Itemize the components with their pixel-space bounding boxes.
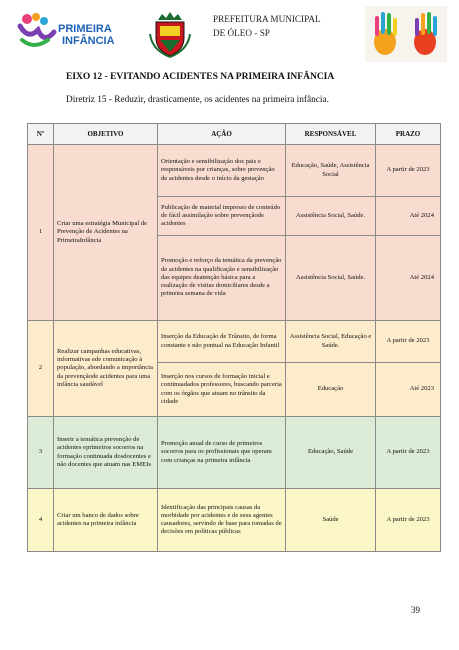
objetivo-cell: Criar uma estratégia Municipal de Prevenção de Acidentes na PrimeiraInfância [54, 145, 158, 321]
acao-cell: Inserção da Educação de Trânsito, de forma constante e não pontual na Educação Infantil [158, 321, 286, 363]
prazo-cell: Até 2024 [376, 236, 441, 321]
page-header [0, 0, 459, 70]
row-number: 4 [28, 489, 54, 552]
section-title: EIXO 12 - EVITANDO ACIDENTES NA PRIMEIRA INFÂNCIA [66, 72, 335, 82]
municipal-crest [148, 10, 192, 58]
prefeitura-line-2: DE ÓLEO - SP [213, 28, 270, 38]
page-number: 39 [411, 605, 420, 615]
header-num: Nº [28, 124, 54, 145]
prazo-cell: Até 2024 [376, 197, 441, 236]
responsavel-cell: Assistência Social, Saúde. [286, 236, 376, 321]
acao-cell: Identificação das principais causas da morbidade por acidentes e de seus agentes causadores, servindo de base para tomadas de decisões em políticas públicas [158, 489, 286, 552]
objetivo-cell: Realizar campanhas educativas, informativas ede comunicação à população, abordando a importância da prevençãode acidentes para uma infância saudável [54, 321, 158, 417]
primeira-infancia-logo [14, 10, 124, 52]
responsavel-cell: Educação, Saúde, Assistência Social [286, 145, 376, 197]
table-row [28, 489, 441, 552]
header-prazo: PRAZO [376, 124, 441, 145]
logo-infancia-text: INFÂNCIA [62, 35, 115, 47]
acao-cell: Promoção anual de curso de primeiros socorros para os profissionais que operam com crianças na primeira infância [158, 417, 286, 489]
row-number: 2 [28, 321, 54, 417]
actions-table [27, 123, 441, 552]
objetivo-cell: Criar um banco de dados sobre acidentes na primeira infância [54, 489, 158, 552]
table-row [28, 145, 441, 197]
painted-hands-image [365, 6, 447, 62]
header-objetivo: OBJETIVO [54, 124, 158, 145]
responsavel-cell: Educação [286, 363, 376, 417]
prefeitura-line-1: PREFEITURA MUNICIPAL [213, 14, 321, 24]
header-acao: AÇÃO [158, 124, 286, 145]
logo-primeira-text: PRIMEIRA [58, 23, 112, 35]
row-number: 3 [28, 417, 54, 489]
responsavel-cell: Assistência Social, Educação e Saúde. [286, 321, 376, 363]
objetivo-cell: Inserir a temática prevenção de acidentes eprimeiros socorros na formação continuada dosdocentes e não docentes que atuam nas EMEIs [54, 417, 158, 489]
acao-cell: Publicação de material impresso de conteúdo de fácil assimilação sobre prevençãode acidentes [158, 197, 286, 236]
responsavel-cell: Saúde [286, 489, 376, 552]
acao-cell: Inserção nos cursos de formação inicial e continuadados professores, buscando parceria com os órgãos que atuam no trânsito da cidade [158, 363, 286, 417]
header-responsavel: RESPONSÁVEL [286, 124, 376, 145]
diretriz-text: Diretriz 15 - Reduzir, drasticamente, os acidentes na primeira infância. [66, 95, 329, 105]
prazo-cell: A partir de 2023 [376, 145, 441, 197]
prazo-cell: Até 2023 [376, 363, 441, 417]
table-row [28, 417, 441, 489]
prazo-cell: A partir de 2023 [376, 489, 441, 552]
prefeitura-text [213, 12, 321, 40]
table-row [28, 321, 441, 363]
acao-cell: Promoção e reforço da temática da prevenção de acidentes na qualificação e sensibilização das equipes deatenção básica para a realização de visitas domiciliares desde a primeira semana de vida [158, 236, 286, 321]
table-header-row [28, 124, 441, 145]
acao-cell: Orientação e sensibilização dos pais e responsáveis por crianças, sobre prevenção de acidentes desde o início da gestação [158, 145, 286, 197]
prazo-cell: A partir de 2023 [376, 321, 441, 363]
row-number: 1 [28, 145, 54, 321]
responsavel-cell: Assistência Social, Saúde. [286, 197, 376, 236]
responsavel-cell: Educação, Saúde [286, 417, 376, 489]
prazo-cell: A partir de 2023 [376, 417, 441, 489]
